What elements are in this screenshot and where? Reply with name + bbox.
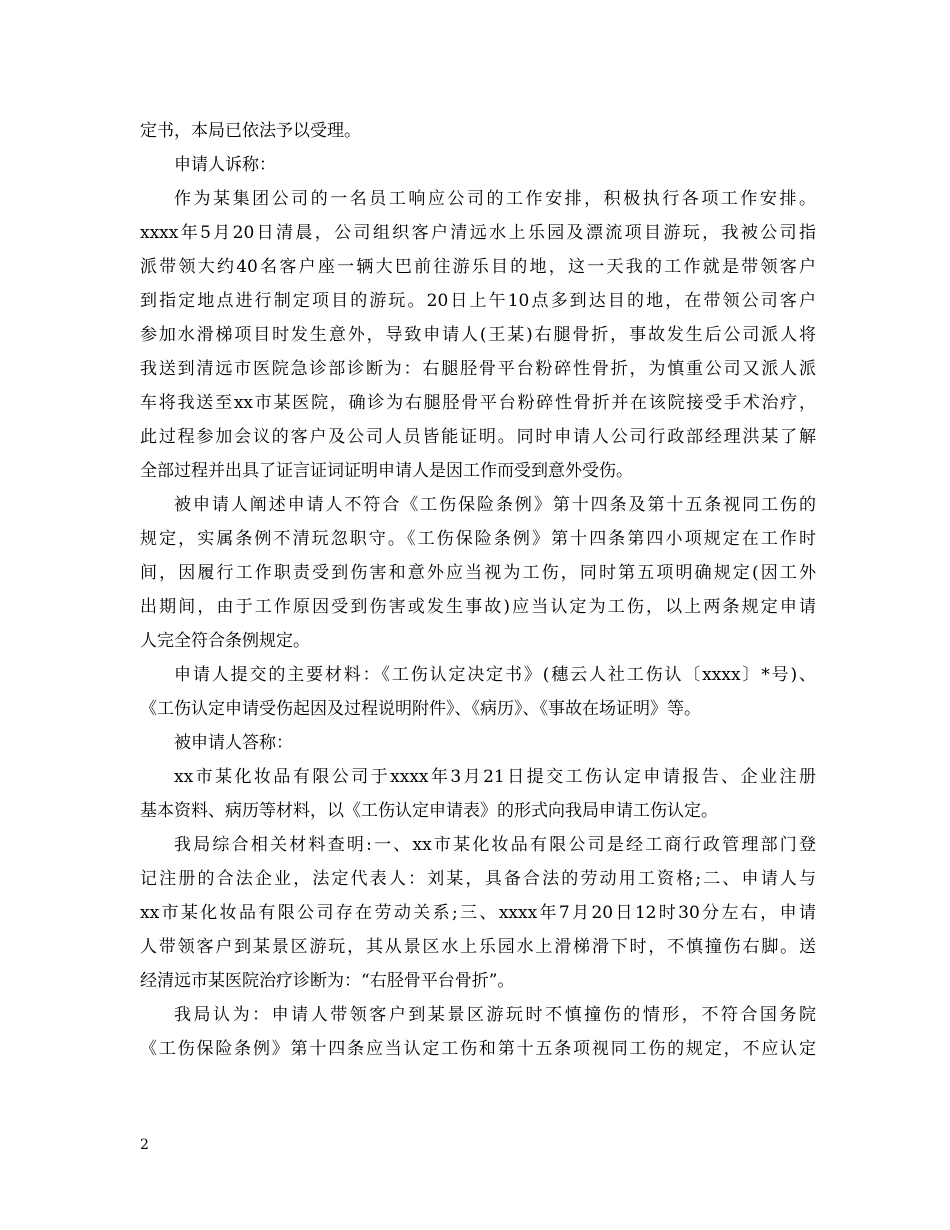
text-line: xxxx年5月20日清晨，公司组织客户清远水上乐园及漂流项目游玩，我被公司指 bbox=[140, 223, 816, 243]
text-line: 我局认为：申请人带领客户到某景区游玩时不慎撞伤的情形，不符合国务院 bbox=[174, 1005, 816, 1025]
text-line: 定书，本局已依法予以受理。 bbox=[140, 121, 361, 141]
text-line: 我送到清远市医院急诊部诊断为：右腿胫骨平台粉碎性骨折，为慎重公司又派人派 bbox=[140, 359, 816, 379]
text-line: 人带领客户到某景区游玩，其从景区水上乐园水上滑梯滑下时，不慎撞伤右脚。送 bbox=[140, 937, 816, 957]
text-line: 申请人诉称： bbox=[174, 155, 276, 175]
text-line: 作为某集团公司的一名员工响应公司的工作安排，积极执行各项工作安排。 bbox=[174, 189, 816, 209]
text-line: xx市某化妆品有限公司存在劳动关系;三、xxxx年7月20日12时30分左右，申请 bbox=[140, 903, 816, 923]
text-line: 车将我送至xx市某医院，确诊为右腿胫骨平台粉碎性骨折并在该院接受手术治疗， bbox=[140, 393, 816, 413]
text-line: 记注册的合法企业，法定代表人：刘某，具备合法的劳动用工资格;二、申请人与 bbox=[140, 869, 816, 889]
text-line: 参加水滑梯项目时发生意外，导致申请人(王某)右腿骨折，事故发生后公司派人将 bbox=[140, 325, 816, 345]
text-line: 派带领大约40名客户座一辆大巴前往游乐目的地，这一天我的工作就是带领客户 bbox=[140, 257, 816, 277]
text-line: 《工伤认定申请受伤起因及过程说明附件》、《病历》、《事故在场证明》等。 bbox=[140, 699, 701, 719]
text-line: 人完全符合条例规定。 bbox=[140, 631, 310, 651]
text-line: 规定，实属条例不清玩忽职守。《工伤保险条例》第十四条第四小项规定在工作时 bbox=[140, 529, 816, 549]
text-line: 申请人提交的主要材料：《工伤认定决定书》(穗云人社工伤认〔xxxx〕*号)、 bbox=[174, 665, 816, 685]
text-line: 被申请人答称： bbox=[174, 733, 293, 753]
text-line: 全部过程并出具了证言证词证明申请人是因工作而受到意外受伤。 bbox=[140, 461, 633, 481]
text-line: 经清远市某医院治疗诊断为：“右胫骨平台骨折”。 bbox=[140, 971, 515, 991]
document-body bbox=[140, 114, 816, 1066]
text-line: 到指定地点进行制定项目的游玩。20日上午10点多到达目的地，在带领公司客户 bbox=[140, 291, 816, 311]
text-line: 此过程参加会议的客户及公司人员皆能证明。同时申请人公司行政部经理洪某了解 bbox=[140, 427, 816, 447]
page-number: 2 bbox=[140, 1137, 149, 1153]
text-line: 间，因履行工作职责受到伤害和意外应当视为工伤，同时第五项明确规定(因工外 bbox=[140, 563, 816, 583]
text-line: 被申请人阐述申请人不符合《工伤保险条例》第十四条及第十五条视同工伤的 bbox=[174, 495, 816, 515]
text-line: 我局综合相关材料查明:一、xx市某化妆品有限公司是经工商行政管理部门登 bbox=[174, 835, 816, 855]
text-line: xx市某化妆品有限公司于xxxx年3月21日提交工伤认定申请报告、企业注册 bbox=[174, 767, 816, 787]
text-line: 《工伤保险条例》第十四条应当认定工伤和第十五条项视同工伤的规定，不应认定 bbox=[140, 1039, 816, 1059]
text-line: 出期间，由于工作原因受到伤害或发生事故)应当认定为工伤，以上两条规定申请 bbox=[140, 597, 816, 617]
text-line: 基本资料、病历等材料，以《工伤认定申请表》的形式向我局申请工伤认定。 bbox=[140, 801, 718, 821]
